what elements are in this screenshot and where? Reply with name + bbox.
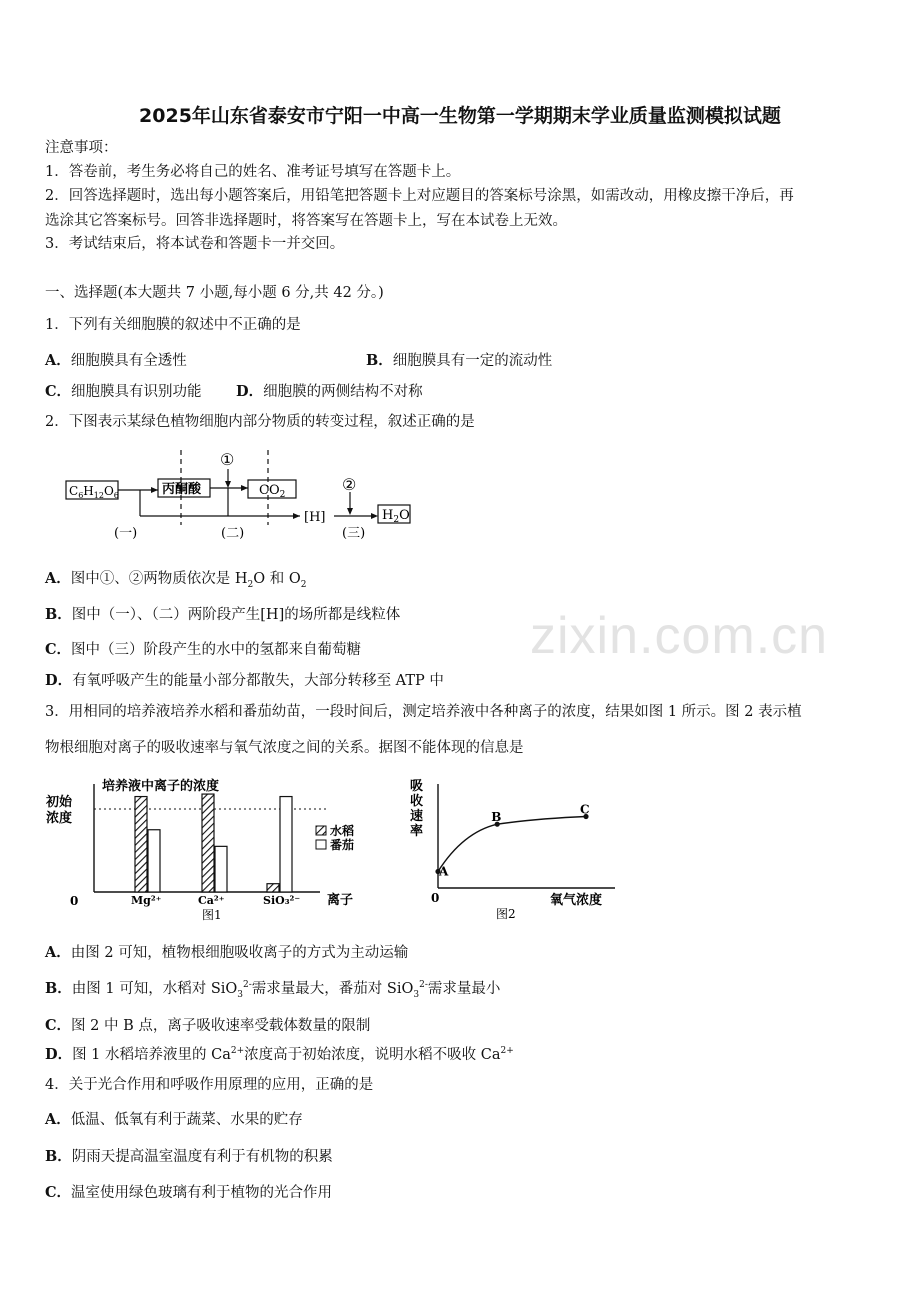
co2-label: $CO_2$ [259,483,286,500]
q1-option-c [45,380,202,401]
bar-tomato-2 [215,846,227,892]
option-label: D． [236,383,264,400]
notice-item: 1．答卷前，考生务必将自己的姓名、准考证号填写在答题卡上。 [45,164,461,180]
figure-caption: 图2 [496,907,516,921]
bar-tomato-1 [148,830,160,892]
q3-option-b [45,977,500,1000]
option-label: D． [45,1046,73,1063]
point-label: A [439,864,449,879]
option-label: B． [45,1148,72,1165]
bar-rice-2 [202,794,214,892]
option-label: B． [45,980,72,997]
watermark: zixin.com.cn [530,607,829,665]
question-3 [45,700,802,721]
option-text: 低温、低氧有利于蔬菜、水果的贮存 [70,1112,303,1128]
page-title: 2025年山东省泰安市宁阳一中高一生物第一学期期末学业质量监测模拟试题 [139,105,781,127]
option-text: 阴雨天提高温室温度有利于有机物的积累 [71,1149,333,1165]
chart-title: 培养液中离子的浓度 [102,779,220,794]
question-4 [45,1073,373,1094]
option-text: 细胞膜的两侧结构不对称 [263,384,423,400]
question-number: 4． [45,1077,69,1093]
q3-option-d [45,1043,514,1064]
q2-option-d [45,669,444,690]
option-text: 细胞膜具有一定的流动性 [392,353,553,369]
ion-concentration-chart [40,770,370,925]
x-tick-label: SiO₃²⁻ [263,894,301,907]
origin-label: 0 [431,891,440,905]
notice-item: 2．回答选择题时，选出每小题答案后，用铅笔把答题卡上对应题目的答案标号涂黑，如需改动，用橡皮擦干净后，再 [45,188,794,204]
glucose-label: $C_6H_{12}O_6$ [69,484,119,500]
option-text: 由图 2 可知，植物根细胞吸收离子的方式为主动运输 [70,945,409,961]
legend-tomato: 番茄 [330,838,355,852]
question-number: 1． [45,317,69,333]
q1-option-b [366,349,552,370]
question-number: 3． [45,704,69,720]
option-text: 由图 1 可知，水稻对 SiO$_3^{2-}$需求量最大，番茄对 SiO$_3^{2-}$需求量最小 [71,980,501,1000]
option-text: 温室使用绿色玻璃有利于植物的光合作用 [71,1185,333,1201]
x-axis-label: 氧气浓度 [550,893,603,908]
q4-option-c [45,1181,332,1202]
question-stem: 关于光合作用和呼吸作用原理的应用，正确的是 [68,1077,374,1093]
option-text: 有氧呼吸产生的能量小部分都散失，大部分转移至 ATP 中 [72,673,444,689]
stage-1-label: (一) [114,526,138,541]
y-axis-label: 吸收速率 [410,779,424,839]
notice-item: 选涂其它答案标号。回答非选择题时，将答案写在答题卡上，写在本试卷上无效。 [45,213,567,229]
q4-option-b [45,1145,333,1166]
option-text: 图中（三）阶段产生的水中的氢都来自葡萄糖 [71,642,362,658]
question-stem: 下列有关细胞膜的叙述中不正确的是 [68,317,301,333]
point-label: C [580,802,590,817]
option-label: D． [45,672,73,689]
option-text: 细胞膜具有识别功能 [71,384,202,400]
option-text: 图中①、②两物质依次是 $H_2O$ 和 $O_2$ [70,571,307,590]
q2-option-a [45,567,307,590]
option-label: C． [45,383,72,400]
question-stem: 用相同的培养液培养水稻和番茄幼苗，一段时间后，测定培养液中各种离子的浓度，结果如图 1 所示。图 2 表示植 [68,704,802,720]
h-label: [H] [304,510,326,525]
question-1 [45,313,301,334]
absorption-rate-chart [400,770,640,925]
x-tick-label: Ca²⁺ [198,894,225,907]
y-axis-label-char: 速 [410,809,424,824]
q2-option-b [45,603,400,624]
bar-rice-3 [267,884,279,892]
option-text: 图 1 水稻培养液里的 $Ca^{2+}$浓度高于初始浓度，说明水稻不吸收 $Ca^{2+}$ [72,1046,514,1063]
legend-swatch-tomato [316,840,326,849]
q3-option-a [45,941,408,962]
option-label: B． [45,606,72,623]
option-label: A． [45,944,71,961]
notice-heading: 注意事项： [45,140,118,156]
q4-option-a [45,1108,303,1129]
q1-option-a [45,349,187,370]
absorption-curve [438,817,586,872]
pyruvate-label: 丙酮酸 [162,482,202,497]
question-stem: 下图表示某绿色植物细胞内部分物质的转变过程，叙述正确的是 [68,414,475,430]
x-tick-label: Mg²⁺ [131,894,162,907]
point-label: B [491,810,502,825]
y-axis-label-text: 初始 [46,795,73,810]
option-label: C． [45,1184,72,1201]
origin-label: 0 [70,894,79,908]
option-label: A． [45,1111,71,1128]
x-axis-label: 离子 [327,893,354,908]
question-number: 2． [45,414,69,430]
question-2 [45,410,475,431]
option-label: A． [45,352,71,369]
q2-option-c [45,638,361,659]
option-text: 图中（一）、（二）两阶段产生[H]的场所都是线粒体 [71,607,401,623]
y-axis-label-char: 率 [410,824,424,839]
stage-3-label: (三) [342,526,366,541]
y-axis-label-char: 收 [410,794,424,809]
bar-rice-1 [135,797,147,892]
q1-option-d [236,380,423,401]
q3-option-c [45,1014,370,1035]
legend-swatch-rice [316,826,326,835]
option-label: B． [366,352,393,369]
figure-caption: 图1 [202,908,222,922]
question-3-cont: 物根细胞对离子的吸收速率与氧气浓度之间的关系。据图不能体现的信息是 [45,740,524,756]
h2o-label: $H_2O$ [382,508,410,525]
section-heading: 一、选择题(本大题共 7 小题,每小题 6 分,共 42 分。) [45,285,384,301]
option-label: C． [45,641,72,658]
circle-1-label: ① [220,450,235,469]
notice-item: 3．考试结束后，将本试卷和答题卡一并交回。 [45,236,345,252]
y-axis-label [45,794,73,826]
circle-2-label: ② [342,475,357,494]
legend-rice: 水稻 [330,824,355,838]
y-axis-label-line2: 浓度 [46,811,73,826]
option-text: 细胞膜具有全透性 [70,353,187,369]
option-label: C． [45,1017,72,1034]
stage-2-label: (二) [221,526,245,541]
option-label: A． [45,570,71,587]
bar-tomato-3 [280,797,292,892]
option-text: 图 2 中 B 点，离子吸收速率受载体数量的限制 [71,1018,371,1034]
respiration-diagram [60,445,440,550]
